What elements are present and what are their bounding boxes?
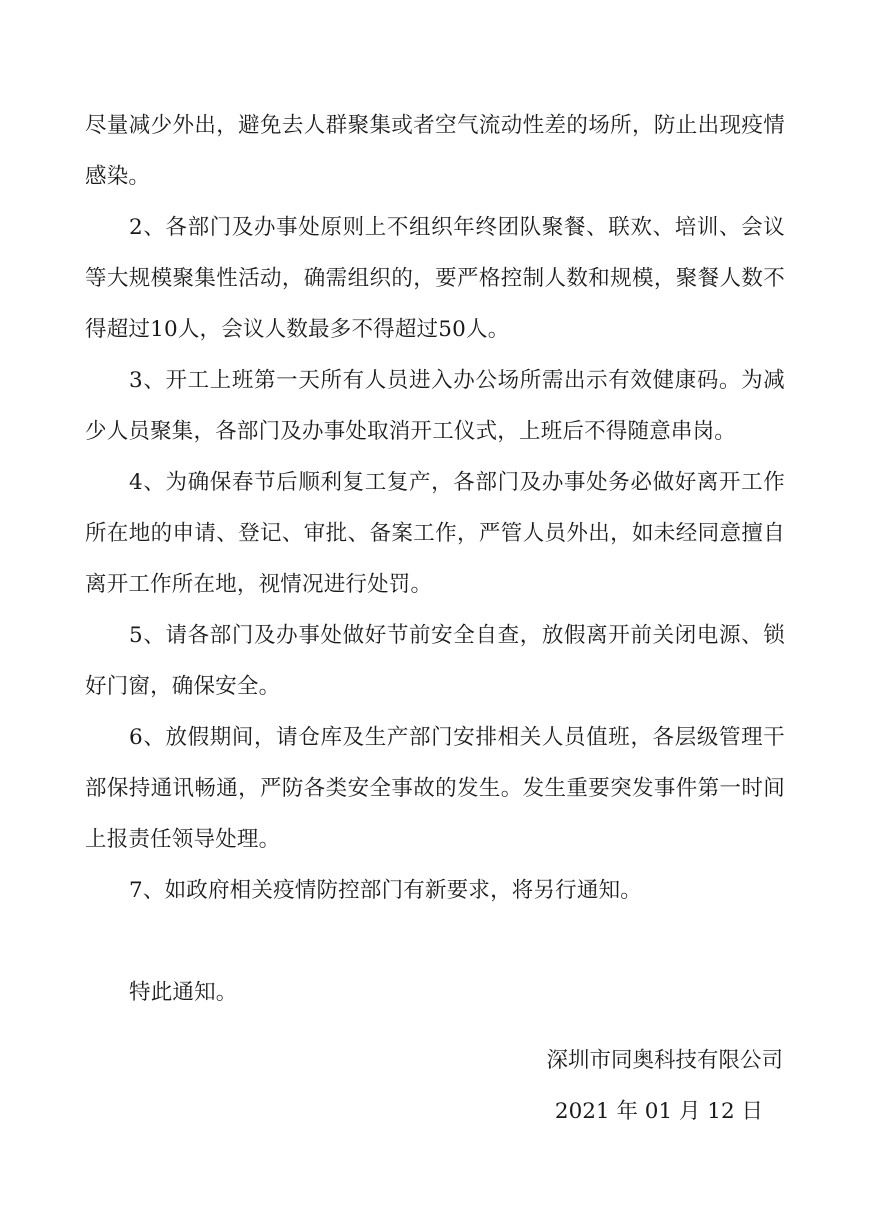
document-body — [85, 100, 785, 1018]
paragraph-item-7: 7、如政府相关疫情防控部门有新要求，将另行通知。 — [129, 878, 642, 903]
closing-statement: 特此通知。 — [129, 980, 238, 1005]
company-signature: 深圳市同奥科技有限公司 — [546, 1048, 783, 1073]
issue-date: 2021 年 01 月 12 日 — [554, 1099, 763, 1124]
paragraph-item-3: 3、开工上班第一天所有人员进入办公场所需出示有效健康码。为减少人员聚集，各部门及办事处取消开工仪式，上班后不得随意串岗。 — [85, 368, 785, 444]
paragraph-item-6: 6、放假期间，请仓库及生产部门安排相关人员值班，各层级管理干部保持通讯畅通，严防各类安全事故的发生。发生重要突发事件第一时间上报责任领导处理。 — [85, 725, 785, 852]
paragraph-item-4: 4、为确保春节后顺利复工复产，各部门及办事处务必做好离开工作所在地的申请、登记、审批、备案工作，严管人员外出，如未经同意擅自离开工作所在地，视情况进行处罚。 — [85, 470, 785, 597]
paragraph-item-2: 2、各部门及办事处原则上不组织年终团队聚餐、联欢、培训、会议等大规模聚集性活动，确需组织的，要严格控制人数和规模，聚餐人数不得超过10人，会议人数最多不得超过50人。 — [85, 215, 785, 342]
blank-line — [85, 916, 785, 967]
paragraph-continuation: 尽量减少外出，避免去人群聚集或者空气流动性差的场所，防止出现疫情感染。 — [85, 113, 785, 189]
paragraph-item-5: 5、请各部门及办事处做好节前安全自查，放假离开前关闭电源、锁好门窗，确保安全。 — [85, 623, 785, 699]
